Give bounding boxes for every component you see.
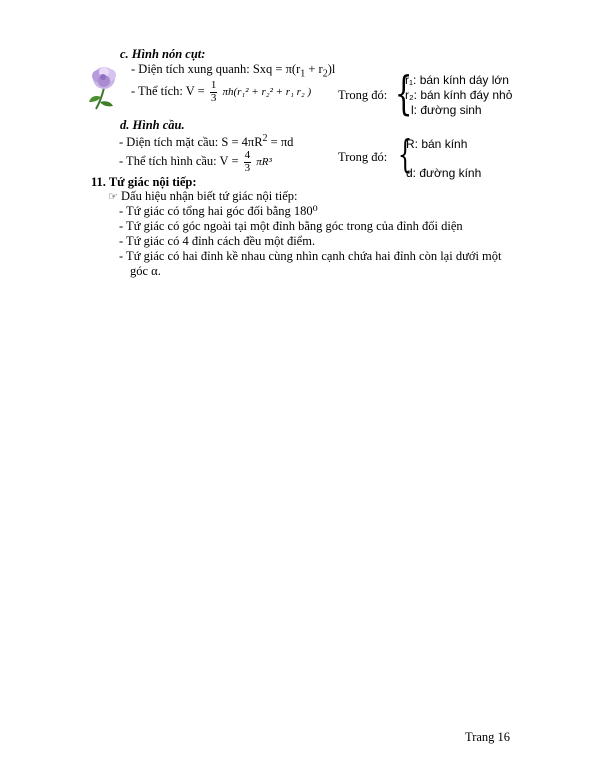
sphere-volume: - Thể tích hình cầu: V = $\frac{4}{3}$ πR³ (119, 149, 272, 174)
list-item: - Tứ giác có góc ngoài tại một đỉnh bằng góc trong của đỉnh đối diện (119, 219, 463, 233)
volume-fraction: $\frac{1}{3}$ (210, 79, 217, 104)
cone-frustum-lateral-area: - Diện tích xung quanh: Sxq = $\pi(r_1 + r_2)l$ (131, 62, 336, 80)
where-item-r1: r₁: bán kính dáy lớn (405, 73, 509, 87)
rose-flower-icon (86, 64, 122, 110)
pointing-hand-icon: ☞ (108, 190, 118, 203)
sphere-heading: d. Hình cầu. (120, 118, 185, 132)
where-item-r2: r₂: bán kính đáy nhỏ (405, 88, 513, 102)
inscribed-quad-intro: ☞ Dấu hiệu nhận biết tứ giác nội tiếp: (108, 189, 298, 203)
sphere-area: - Diện tích mặt cầu: $S = 4\pi R^2 = \pi d$ (119, 133, 294, 150)
brace-symbol: { (394, 66, 413, 120)
where-item-R: R: bán kính (406, 137, 468, 151)
where-item-d: d: đường kính (406, 166, 482, 180)
cone-frustum-heading: c. Hình nón cụt: (120, 47, 206, 61)
page-number: Trang 16 (465, 730, 511, 744)
inscribed-quad-heading: 11. Tứ giác nội tiếp: (91, 175, 197, 189)
cone-frustum-where-label: Trong đó: (338, 88, 388, 102)
list-item-continuation: góc α. (130, 264, 161, 278)
sphere-volume-fraction: $\frac{4}{3}$ (244, 149, 251, 174)
list-item: - Tứ giác có hai đỉnh kề nhau cùng nhìn cạnh chứa hai đỉnh còn lại dưới một (119, 249, 502, 263)
list-item: - Tứ giác có tổng hai góc đối bằng 180⁰ (119, 204, 318, 218)
cone-frustum-volume: - Thể tích: V = $\frac{1}{3}$ πh(r₁² + r₂² + r₁ r₂ ) (131, 79, 312, 104)
list-item: - Tứ giác có 4 đỉnh cách đều một điểm. (119, 234, 316, 248)
sphere-where-label: Trong đó: (338, 150, 388, 164)
where-item-l: l: đường sinh (411, 103, 482, 117)
brace-symbol-2: { (397, 132, 413, 176)
